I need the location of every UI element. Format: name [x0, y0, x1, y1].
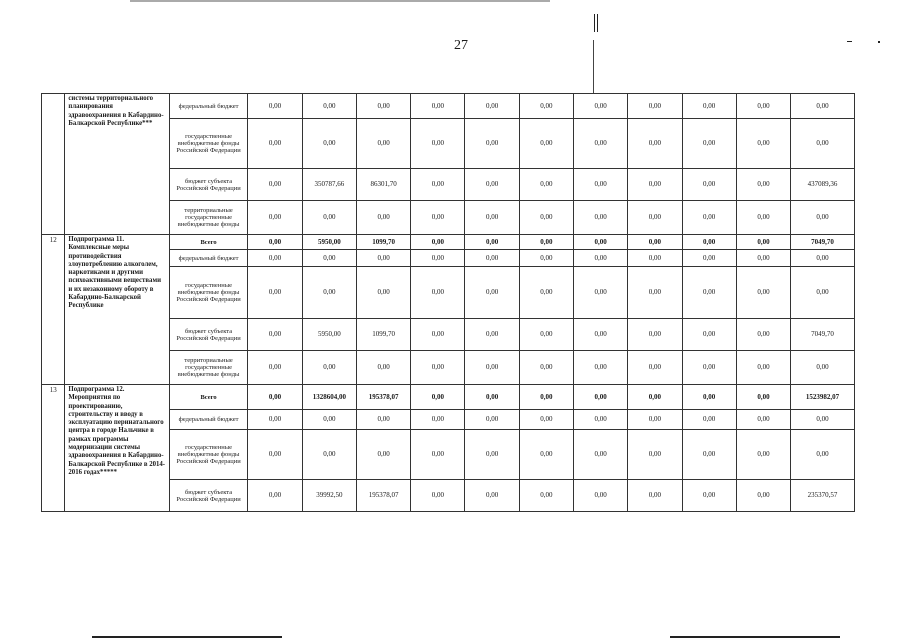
amount-cell: 0,00: [736, 94, 790, 119]
amount-cell: 0,00: [682, 410, 736, 430]
amount-cell: 0,00: [682, 319, 736, 351]
amount-cell: 350787,66: [302, 169, 356, 201]
amount-cell: 0,00: [356, 267, 410, 319]
amount-cell: 0,00: [736, 430, 790, 480]
amount-cell: 0,00: [519, 430, 573, 480]
amount-cell: 0,00: [411, 351, 465, 385]
amount-cell: 0,00: [465, 430, 519, 480]
table-row: [42, 385, 855, 410]
amount-cell: 0,00: [628, 351, 682, 385]
amount-cell: 0,00: [628, 319, 682, 351]
amount-cell: 0,00: [736, 385, 790, 410]
funding-source: Всего: [169, 385, 248, 410]
amount-cell: 0,00: [465, 351, 519, 385]
funding-source: территориальные государственные внебюджетные фонды: [169, 201, 248, 235]
amount-cell: 0,00: [791, 410, 855, 430]
amount-cell: 0,00: [682, 250, 736, 267]
scan-mark: [92, 636, 282, 638]
funding-source: территориальные государственные внебюджетные фонды: [169, 351, 248, 385]
amount-cell: 0,00: [519, 351, 573, 385]
amount-cell: 0,00: [248, 250, 302, 267]
amount-cell: 0,00: [574, 201, 628, 235]
amount-cell: 0,00: [736, 267, 790, 319]
amount-cell: 0,00: [302, 267, 356, 319]
amount-cell: 0,00: [356, 351, 410, 385]
amount-cell: 39992,50: [302, 480, 356, 512]
amount-cell: 0,00: [465, 201, 519, 235]
amount-cell: 0,00: [302, 119, 356, 169]
amount-cell: 0,00: [682, 430, 736, 480]
amount-cell: 0,00: [465, 169, 519, 201]
table-row: [42, 94, 855, 119]
amount-cell: 0,00: [736, 410, 790, 430]
amount-cell: 0,00: [574, 250, 628, 267]
amount-cell: 0,00: [574, 119, 628, 169]
amount-cell: 0,00: [356, 201, 410, 235]
amount-cell: 1099,70: [356, 319, 410, 351]
amount-cell: 7049,70: [791, 235, 855, 250]
amount-cell: 0,00: [574, 351, 628, 385]
funding-source: государственные внебюджетные фонды Российской Федерации: [169, 430, 248, 480]
amount-cell: 0,00: [682, 235, 736, 250]
amount-cell: 0,00: [628, 235, 682, 250]
amount-cell: 1099,70: [356, 235, 410, 250]
amount-cell: 0,00: [519, 267, 573, 319]
funding-source: бюджет субъекта Российской Федерации: [169, 169, 248, 201]
amount-cell: 0,00: [519, 250, 573, 267]
amount-cell: 0,00: [356, 119, 410, 169]
amount-cell: 0,00: [411, 267, 465, 319]
program-name: Подпрограмма 12. Мероприятия по проектированию, строительству и вводу в эксплуатацию перинатального центра в городе Нальчике в рамках программы модернизации системы здравоохранения в Кабардино-Балкарской Республике в 2014-2016 годах*****: [65, 385, 169, 512]
amount-cell: 0,00: [411, 201, 465, 235]
amount-cell: 0,00: [465, 267, 519, 319]
funding-source: государственные внебюджетные фонды Российской Федерации: [169, 267, 248, 319]
amount-cell: 0,00: [791, 351, 855, 385]
amount-cell: 195378,07: [356, 385, 410, 410]
amount-cell: 0,00: [248, 119, 302, 169]
amount-cell: 0,00: [302, 430, 356, 480]
amount-cell: 0,00: [356, 430, 410, 480]
amount-cell: 0,00: [411, 235, 465, 250]
amount-cell: 0,00: [791, 267, 855, 319]
amount-cell: 0,00: [519, 410, 573, 430]
amount-cell: 0,00: [248, 94, 302, 119]
row-number: 13: [42, 385, 65, 512]
amount-cell: 0,00: [411, 410, 465, 430]
amount-cell: 0,00: [791, 94, 855, 119]
scan-mark: [670, 636, 840, 638]
amount-cell: 0,00: [574, 169, 628, 201]
amount-cell: 0,00: [302, 410, 356, 430]
page-number: 27: [454, 38, 468, 53]
amount-cell: 0,00: [248, 201, 302, 235]
amount-cell: 0,00: [248, 410, 302, 430]
funding-source: федеральный бюджет: [169, 94, 248, 119]
amount-cell: 0,00: [682, 385, 736, 410]
amount-cell: 0,00: [411, 119, 465, 169]
amount-cell: 0,00: [356, 94, 410, 119]
amount-cell: 0,00: [465, 319, 519, 351]
amount-cell: 0,00: [248, 385, 302, 410]
amount-cell: 0,00: [411, 169, 465, 201]
amount-cell: 0,00: [628, 385, 682, 410]
amount-cell: 0,00: [574, 385, 628, 410]
scan-mark: [878, 41, 880, 43]
amount-cell: 0,00: [248, 267, 302, 319]
amount-cell: 0,00: [574, 319, 628, 351]
amount-cell: 0,00: [574, 480, 628, 512]
scan-mark: [597, 14, 598, 32]
amount-cell: 0,00: [736, 201, 790, 235]
funding-source: государственные внебюджетные фонды Российской Федерации: [169, 119, 248, 169]
funding-source: федеральный бюджет: [169, 250, 248, 267]
budget-table: [41, 93, 855, 512]
amount-cell: 0,00: [736, 480, 790, 512]
amount-cell: 0,00: [519, 319, 573, 351]
scan-mark: [594, 14, 595, 32]
amount-cell: 0,00: [519, 385, 573, 410]
amount-cell: 0,00: [574, 267, 628, 319]
amount-cell: 0,00: [465, 480, 519, 512]
amount-cell: 0,00: [411, 430, 465, 480]
amount-cell: 0,00: [682, 480, 736, 512]
row-number: 12: [42, 235, 65, 385]
amount-cell: 0,00: [628, 267, 682, 319]
amount-cell: 5950,00: [302, 235, 356, 250]
amount-cell: 0,00: [628, 201, 682, 235]
amount-cell: 0,00: [248, 480, 302, 512]
amount-cell: 0,00: [682, 351, 736, 385]
amount-cell: 0,00: [302, 351, 356, 385]
amount-cell: 0,00: [628, 250, 682, 267]
amount-cell: 0,00: [736, 319, 790, 351]
amount-cell: 0,00: [791, 119, 855, 169]
amount-cell: 0,00: [628, 94, 682, 119]
amount-cell: 0,00: [682, 201, 736, 235]
funding-source: Всего: [169, 235, 248, 250]
amount-cell: 0,00: [682, 169, 736, 201]
amount-cell: 0,00: [736, 351, 790, 385]
amount-cell: 7049,70: [791, 319, 855, 351]
funding-source: федеральный бюджет: [169, 410, 248, 430]
scan-mark: [130, 0, 550, 2]
amount-cell: 86301,70: [356, 169, 410, 201]
amount-cell: 0,00: [411, 480, 465, 512]
amount-cell: 0,00: [519, 94, 573, 119]
amount-cell: 0,00: [519, 169, 573, 201]
amount-cell: 0,00: [574, 235, 628, 250]
amount-cell: 0,00: [411, 250, 465, 267]
amount-cell: 235370,57: [791, 480, 855, 512]
amount-cell: 0,00: [248, 169, 302, 201]
amount-cell: 0,00: [628, 169, 682, 201]
amount-cell: 195378,07: [356, 480, 410, 512]
amount-cell: 0,00: [465, 410, 519, 430]
amount-cell: 0,00: [465, 385, 519, 410]
amount-cell: 0,00: [465, 235, 519, 250]
amount-cell: 0,00: [574, 410, 628, 430]
scan-mark: [847, 41, 852, 42]
amount-cell: 0,00: [519, 201, 573, 235]
amount-cell: 0,00: [465, 94, 519, 119]
amount-cell: 0,00: [411, 385, 465, 410]
amount-cell: 0,00: [411, 94, 465, 119]
amount-cell: 0,00: [682, 119, 736, 169]
amount-cell: 0,00: [248, 235, 302, 250]
amount-cell: 0,00: [465, 250, 519, 267]
amount-cell: 0,00: [736, 169, 790, 201]
amount-cell: 1328604,00: [302, 385, 356, 410]
amount-cell: 0,00: [628, 119, 682, 169]
amount-cell: 0,00: [356, 250, 410, 267]
amount-cell: 437089,36: [791, 169, 855, 201]
amount-cell: 0,00: [519, 235, 573, 250]
table-row: [42, 235, 855, 250]
amount-cell: 0,00: [736, 119, 790, 169]
amount-cell: 0,00: [791, 201, 855, 235]
amount-cell: 0,00: [302, 250, 356, 267]
amount-cell: 0,00: [411, 319, 465, 351]
funding-source: бюджет субъекта Российской Федерации: [169, 319, 248, 351]
amount-cell: 1523982,07: [791, 385, 855, 410]
amount-cell: 5950,00: [302, 319, 356, 351]
amount-cell: 0,00: [791, 430, 855, 480]
program-name: системы территориального планирования здравоохранения в Кабардино-Балкарской Республике***: [65, 94, 169, 235]
amount-cell: 0,00: [519, 480, 573, 512]
amount-cell: 0,00: [302, 94, 356, 119]
amount-cell: 0,00: [736, 250, 790, 267]
amount-cell: 0,00: [248, 430, 302, 480]
program-name: Подпрограмма 11. Комплексные меры противодействия злоупотреблению алкоголем, наркотиками и другими психоактивными веществами и их незаконному обороту в Кабардино-Балкарской Республике: [65, 235, 169, 385]
funding-source: бюджет субъекта Российской Федерации: [169, 480, 248, 512]
row-number: [42, 94, 65, 235]
scan-mark: [593, 40, 594, 94]
amount-cell: 0,00: [628, 430, 682, 480]
amount-cell: 0,00: [248, 319, 302, 351]
amount-cell: 0,00: [791, 250, 855, 267]
amount-cell: 0,00: [356, 410, 410, 430]
amount-cell: 0,00: [682, 267, 736, 319]
amount-cell: 0,00: [628, 480, 682, 512]
amount-cell: 0,00: [682, 94, 736, 119]
amount-cell: 0,00: [736, 235, 790, 250]
amount-cell: 0,00: [574, 94, 628, 119]
amount-cell: 0,00: [574, 430, 628, 480]
amount-cell: 0,00: [248, 351, 302, 385]
amount-cell: 0,00: [302, 201, 356, 235]
amount-cell: 0,00: [519, 119, 573, 169]
amount-cell: 0,00: [465, 119, 519, 169]
amount-cell: 0,00: [628, 410, 682, 430]
